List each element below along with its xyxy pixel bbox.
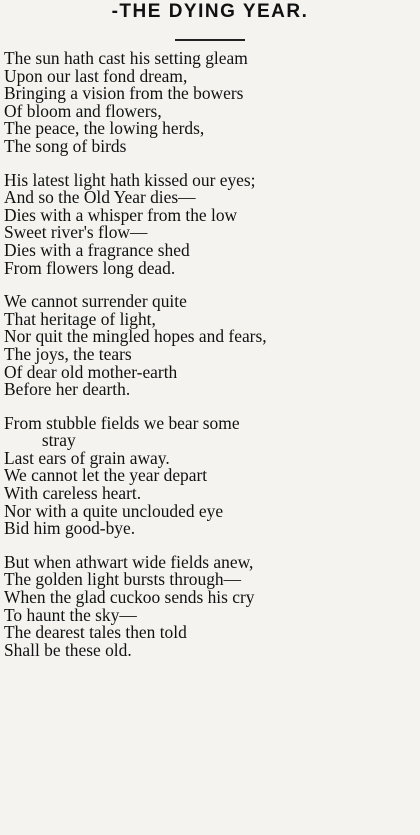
poem-line: Bringing a vision from the bowers — [4, 83, 244, 104]
poem-title: -THE DYING YEAR. — [111, 1, 309, 22]
poem-line: We cannot surrender quite — [4, 291, 187, 312]
poem-line: Bid him good-bye. — [4, 518, 136, 539]
poem-line: The dearest tales then told — [4, 622, 187, 643]
stanza-2 — [4, 169, 418, 278]
poem-line: With careless heart. — [4, 483, 142, 504]
poem-line: Of dear old mother-earth — [4, 361, 178, 382]
stanza-3 — [4, 293, 418, 399]
poem-line: Shall be these old. — [4, 639, 132, 660]
title-divider — [175, 39, 245, 41]
poem-line-continuation: stray — [41, 430, 76, 451]
poem-line: And so the Old Year dies— — [4, 187, 196, 208]
poem-line: But when athwart wide fields anew, — [4, 551, 254, 572]
poem-line: Before her dearth. — [4, 379, 131, 400]
poem-line: From flowers long dead. — [4, 257, 176, 278]
poem-line: The golden light bursts through— — [4, 569, 242, 590]
poem-line: Nor with a quite unclouded eye — [4, 500, 224, 521]
poem-line: To haunt the sky— — [4, 604, 137, 625]
poem-line: From stubble fields we bear some — [4, 412, 240, 433]
poem-line: Sweet river's flow— — [4, 222, 148, 243]
poem-line: Dies with a whisper from the low — [4, 204, 238, 225]
poem-body — [4, 50, 418, 675]
poem-line: The peace, the lowing herds, — [4, 118, 205, 139]
poem-line: When the glad cuckoo sends his cry — [4, 587, 255, 608]
poem-line: Last ears of grain away. — [4, 447, 170, 468]
poem-line: Of bloom and flowers, — [4, 100, 162, 121]
poem-line: The joys, the tears — [4, 343, 132, 364]
poem-line: His latest light hath kissed our eyes; — [4, 169, 256, 190]
stanza-5 — [4, 551, 418, 660]
poem-line: Nor quit the mingled hopes and fears, — [4, 326, 267, 347]
poem-line: We cannot let the year depart — [4, 465, 208, 486]
poem-line: The sun hath cast his setting gleam — [4, 48, 248, 68]
poem-line: That heritage of light, — [4, 308, 156, 329]
poem-line: Dies with a fragrance shed — [4, 239, 190, 260]
stanza-4 — [4, 412, 418, 539]
poem-line: Upon our last fond dream, — [4, 65, 188, 86]
poem-line: The song of birds — [4, 135, 127, 156]
stanza-1 — [4, 50, 418, 156]
